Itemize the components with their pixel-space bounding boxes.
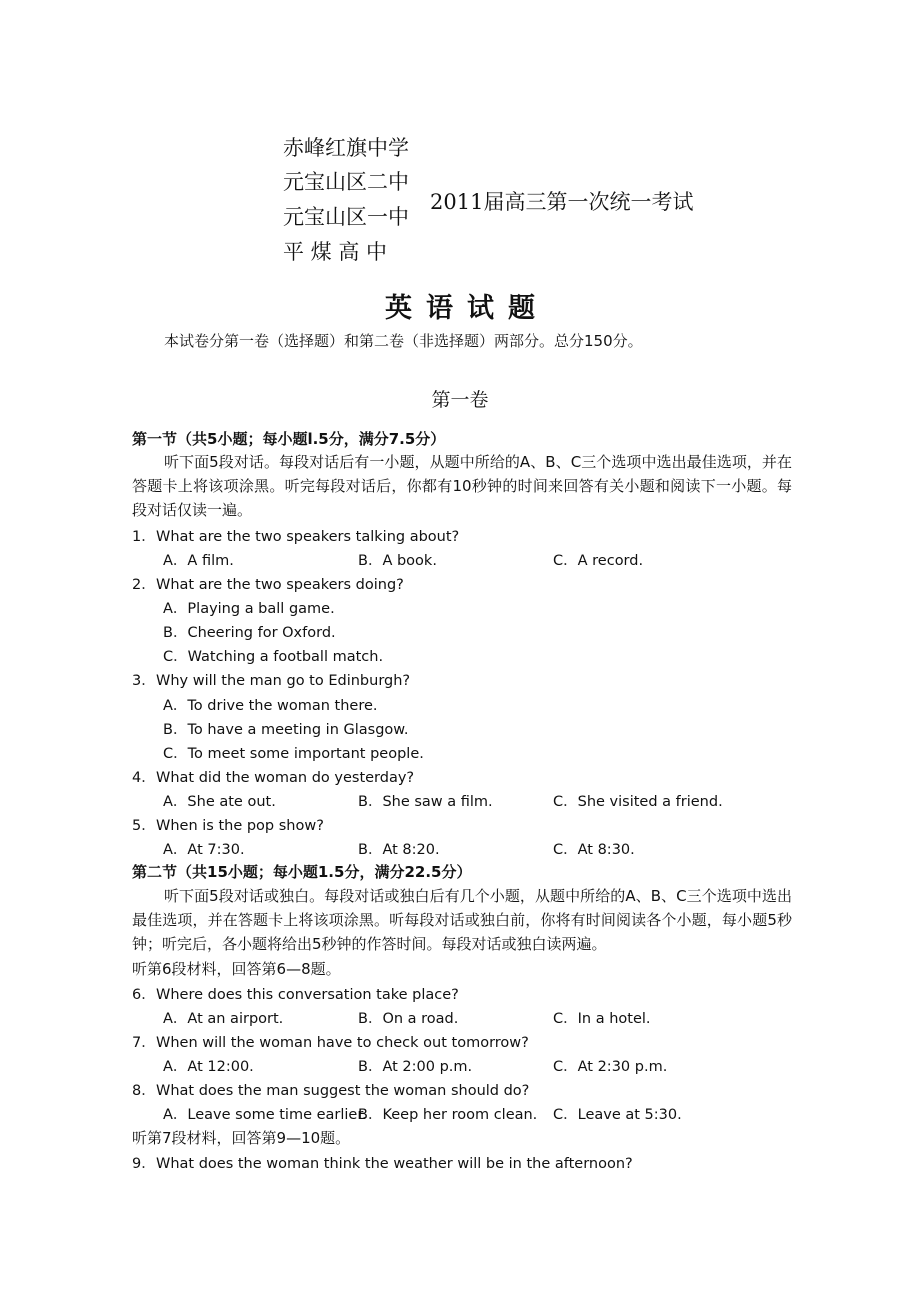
question-number: 7． (132, 1035, 156, 1051)
exam-title: 2011届高三第一次统一考试 (430, 190, 694, 214)
section1-instructions: 听下面5段对话。每段对话后有一小题，从题中所给的A、B、C三个选项中选出最佳选项，并在答题卡上将该项涂黑。听完每段对话后，你都有10秒钟的时间来回答有关小题和阅读下一小题。每段对话仅读一遍。 (132, 453, 792, 520)
option-8b: B．Keep her room clean. (358, 1107, 538, 1123)
option-6c: C．In a hotel. (553, 1011, 651, 1027)
option-3a: A．To drive the woman there. (163, 698, 378, 714)
part-title: 第一卷 (431, 389, 489, 411)
paper-intro: 本试卷分第一卷（选择题）和第二卷（非选择题）两部分。总分150分。 (164, 332, 643, 350)
option-2c: C．Watching a football match. (163, 649, 384, 665)
question-number: 8． (132, 1083, 156, 1099)
school-name-1: 赤峰红旗中学 (283, 136, 409, 160)
option-6a: A．At an airport. (163, 1011, 284, 1027)
option-4a: A．She ate out. (163, 794, 276, 810)
question-8 (132, 1079, 529, 1100)
question-number: 4． (132, 770, 156, 786)
material-note-6: 听第6段材料，回答第6—8题。 (132, 960, 341, 978)
question-text: What did the woman do yesterday? (156, 770, 415, 786)
option-2b: B．Cheering for Oxford. (163, 625, 336, 641)
option-7b: B．At 2:00 p.m. (358, 1059, 473, 1075)
option-7c: C．At 2:30 p.m. (553, 1059, 668, 1075)
option-6b: B．On a road. (358, 1011, 459, 1027)
question-number: 2． (132, 577, 156, 593)
question-5 (132, 814, 324, 835)
paper-title: 英语试题 (385, 293, 549, 324)
question-number: 1． (132, 529, 156, 545)
material-note-7: 听第7段材料，回答第9—10题。 (132, 1129, 351, 1147)
question-text: Where does this conversation take place? (156, 987, 459, 1003)
question-text: What are the two speakers doing? (156, 577, 404, 593)
option-5a: A．At 7:30. (163, 842, 245, 858)
question-9 (132, 1152, 633, 1173)
section1-heading: 第一节（共5小题；每小题l.5分，满分7.5分） (132, 430, 446, 448)
question-text: Why will the man go to Edinburgh? (156, 673, 411, 689)
question-text: What does the woman think the weather will be in the afternoon? (156, 1156, 633, 1172)
option-5c: C．At 8:30. (553, 842, 635, 858)
question-7 (132, 1031, 529, 1052)
option-4b: B．She saw a film. (358, 794, 493, 810)
question-3 (132, 669, 410, 690)
option-2a: A．Playing a ball game. (163, 601, 335, 617)
question-text: What does the man suggest the woman should do? (156, 1083, 530, 1099)
question-2 (132, 573, 404, 594)
question-text: What are the two speakers talking about? (156, 529, 460, 545)
question-number: 3． (132, 673, 156, 689)
school-name-2: 元宝山区二中 (283, 170, 409, 194)
option-8c: C．Leave at 5:30. (553, 1107, 682, 1123)
option-1b: B．A book. (358, 553, 437, 569)
question-number: 6． (132, 987, 156, 1003)
section2-instructions: 听下面5段对话或独白。每段对话或独白后有几个小题，从题中所给的A、B、C三个选项中选出最佳选项，并在答题卡上将该项涂黑。听每段对话或独白前，你将有时间阅读各个小题，每小题5秒钟；听完后，各小题将给出5秒钟的作答时间。每段对话或独白读两遍。 (132, 887, 792, 954)
option-3c: C．To meet some important people. (163, 746, 424, 762)
section2-heading: 第二节（共15小题；每小题1.5分，满分22.5分） (132, 863, 472, 881)
question-text: When is the pop show? (156, 818, 324, 834)
option-1c: C．A record. (553, 553, 644, 569)
option-1a: A．A film. (163, 553, 234, 569)
question-number: 9． (132, 1156, 156, 1172)
question-1 (132, 525, 459, 546)
school-name-4: 平 煤 高 中 (283, 240, 388, 264)
option-5b: B．At 8:20. (358, 842, 440, 858)
question-6 (132, 983, 459, 1004)
option-3b: B．To have a meeting in Glasgow. (163, 722, 409, 738)
question-text: When will the woman have to check out tomorrow? (156, 1035, 529, 1051)
option-8a: A．Leave some time earlier. (163, 1107, 367, 1123)
option-4c: C．She visited a friend. (553, 794, 723, 810)
question-4 (132, 766, 414, 787)
option-7a: A．At 12:00. (163, 1059, 254, 1075)
question-number: 5． (132, 818, 156, 834)
school-name-3: 元宝山区一中 (283, 205, 409, 229)
